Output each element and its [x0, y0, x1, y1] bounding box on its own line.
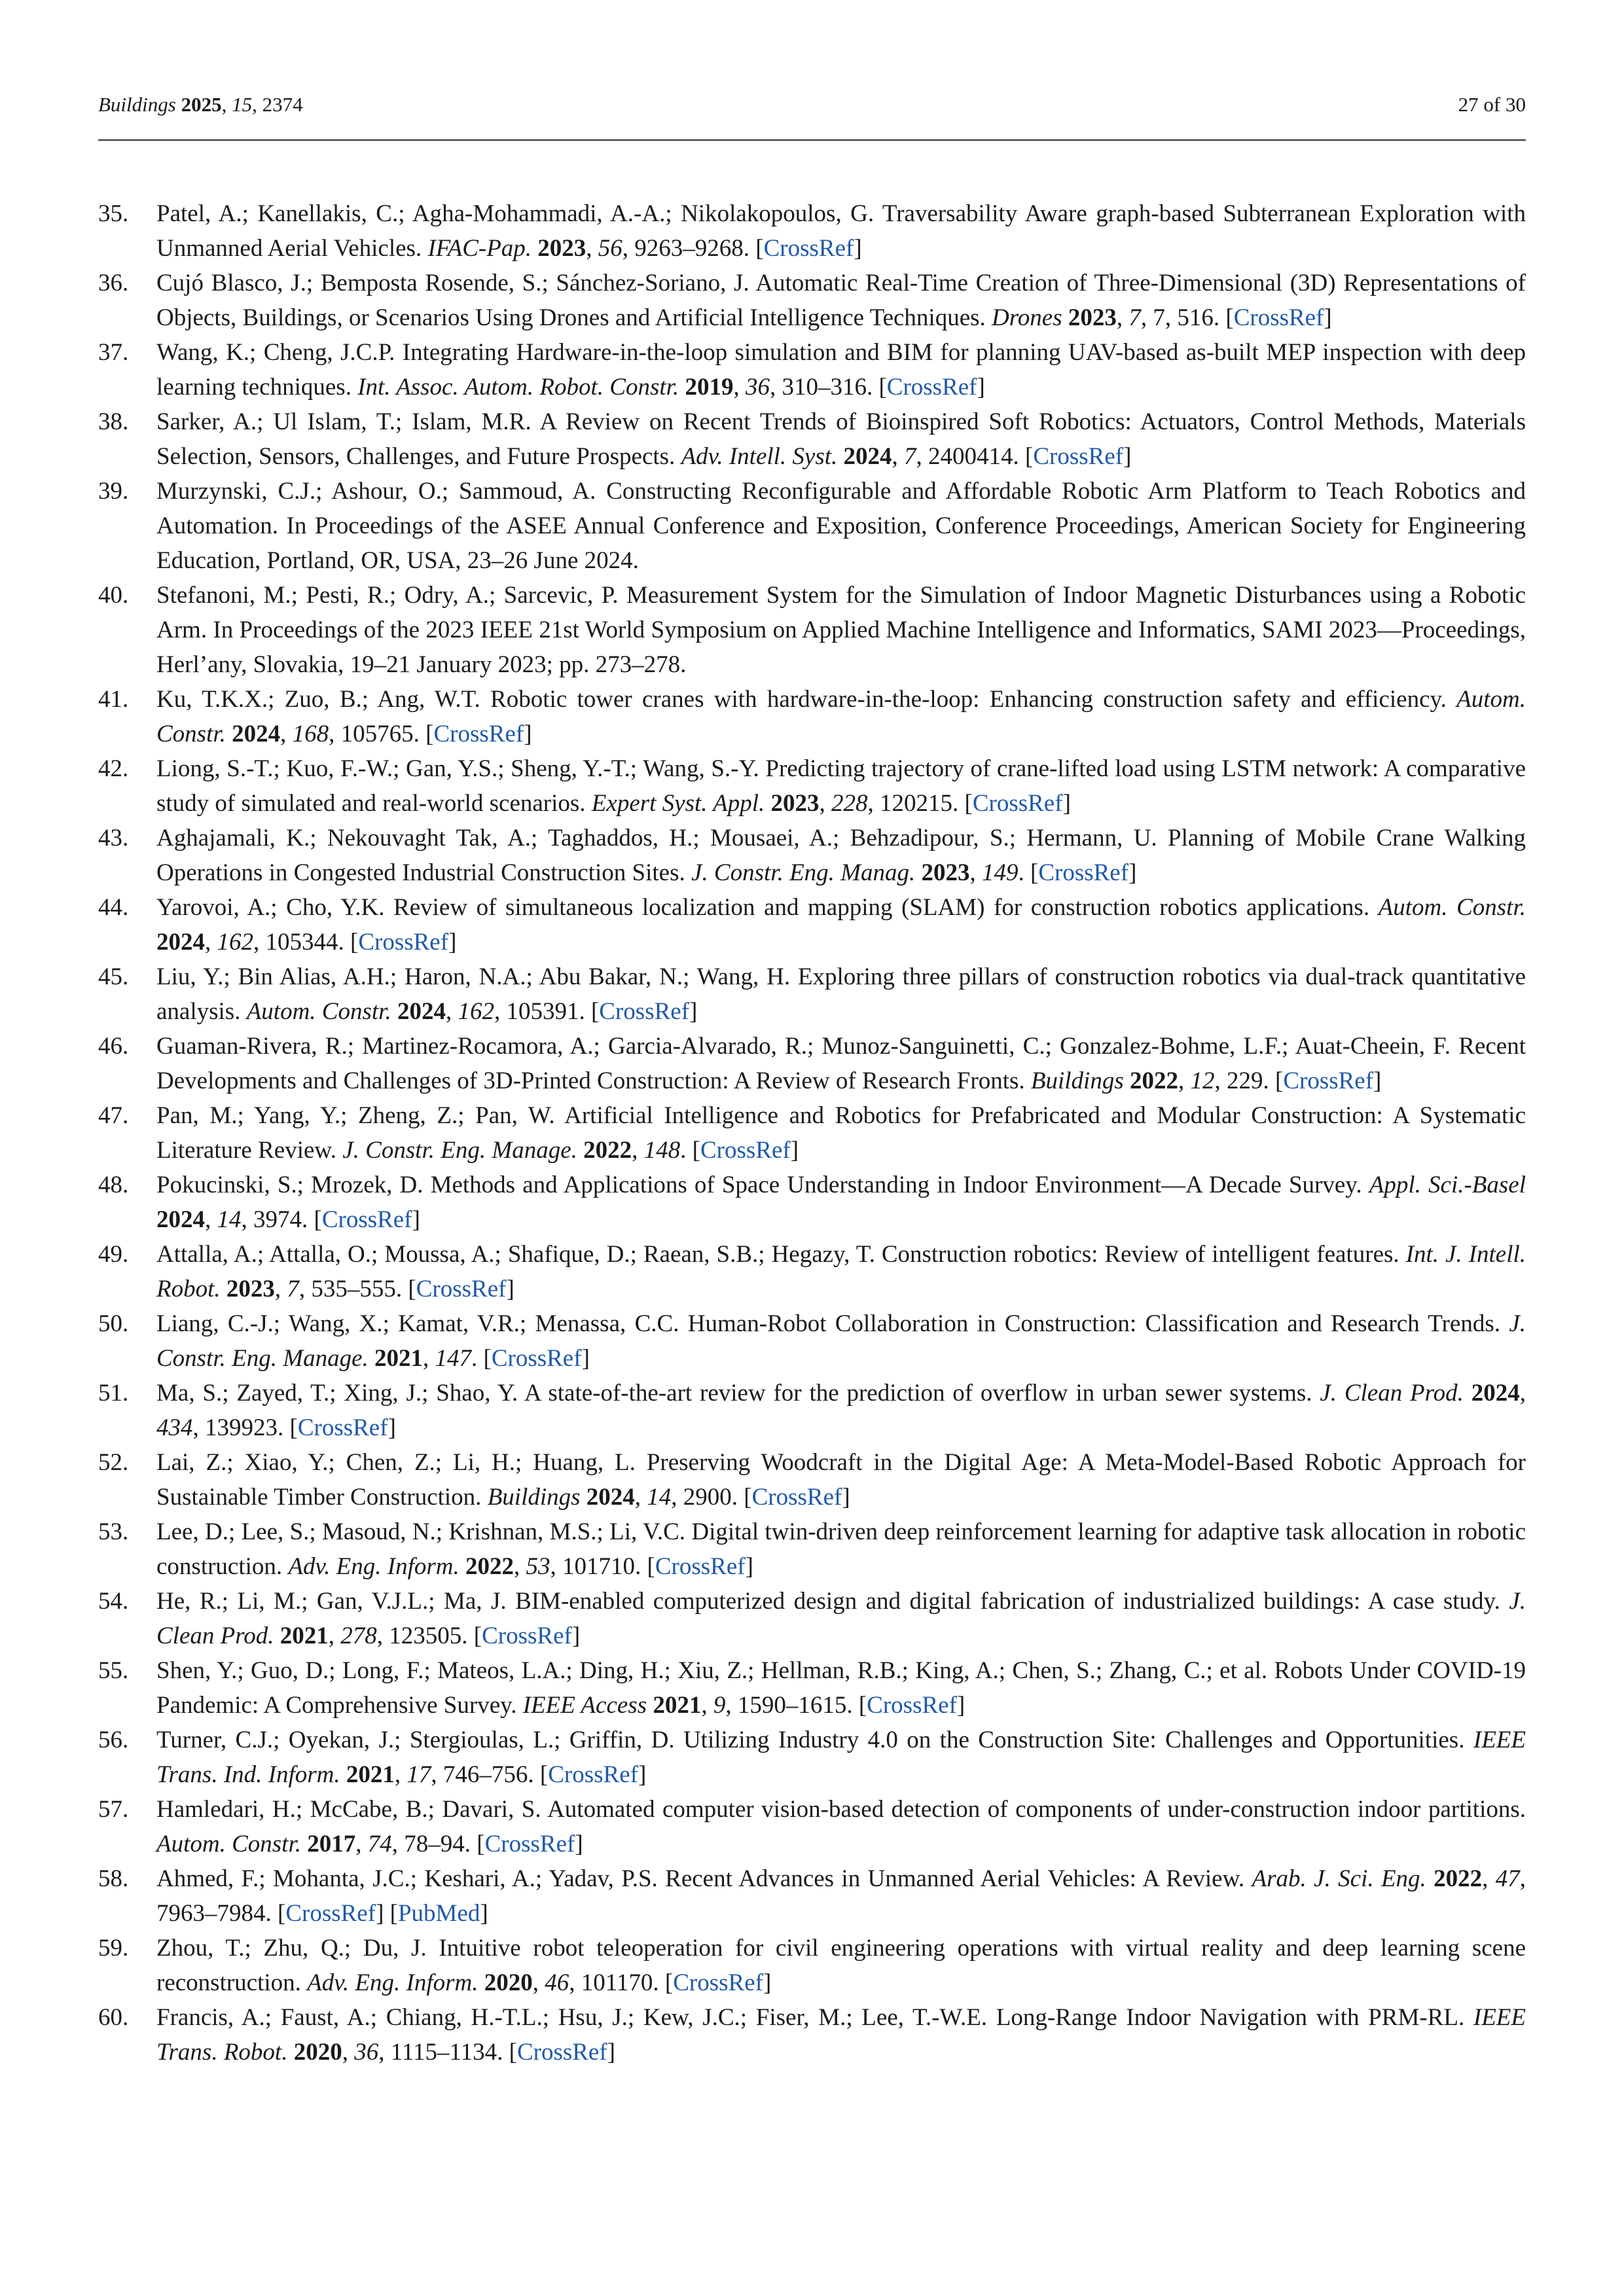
- reference-text: Lai, Z.; Xiao, Y.; Chen, Z.; Li, H.; Huang, L. Preserving Woodcraft in the Digital Age: A Meta-Model-Based Robotic Approach for Sustainable Timber Construction. Buildings 2024, 14, 2900. [CrossRef]: [156, 1449, 1526, 1511]
- reference-journal: IEEE Trans. Robot.: [156, 2004, 1526, 2066]
- reference-number: 53.: [98, 1518, 129, 1545]
- reference-authors-title: Pan, M.; Yang, Y.; Zheng, Z.; Pan, W. Artificial Intelligence and Robotics for Prefabricated and Modular Construction: A Systematic Literature Review.: [156, 1102, 1526, 1164]
- reference-number: 46.: [98, 1033, 129, 1060]
- reference-text: [156, 474, 1526, 578]
- reference-journal: Buildings: [1030, 1067, 1124, 1094]
- reference-item: [98, 1445, 1526, 1515]
- reference-text: Francis, A.; Faust, A.; Chiang, H.-T.L.; Hsu, J.; Kew, J.C.; Fiser, M.; Lee, T.-W.E. Long-Range Indoor Navigation with PRM-RL. IEEE Trans. Robot. 2020, 36, 1115–1134. [CrossRef]: [156, 2004, 1526, 2066]
- reference-number: 56.: [98, 1727, 129, 1753]
- reference-text: Turner, C.J.; Oyekan, J.; Stergioulas, L.; Griffin, D. Utilizing Industry 4.0 on the Construction Site: Challenges and Opportunities. IEEE Trans. Ind. Inform. 2021, 17, 746–756. [CrossRef]: [156, 1727, 1526, 1788]
- reference-journal: J. Constr. Eng. Manag.: [691, 859, 916, 886]
- reference-authors-title: Liang, C.-J.; Wang, X.; Kamat, V.R.; Menassa, C.C. Human-Robot Collaboration in Construction: Classification and Research Trends.: [156, 1310, 1500, 1337]
- reference-text: Guaman-Rivera, R.; Martinez-Rocamora, A.; Garcia-Alvarado, R.; Munoz-Sanguinetti, C.; Gonzalez-Bohme, L.F.; Auat-Cheein, F. Recent Developments and Challenges of 3D-Printed Construction: A Review of Research Fronts. Buildings 2022, 12, 229. [CrossRef]: [156, 1033, 1526, 1094]
- reference-year: 2023: [921, 859, 970, 886]
- reference-pages: , 2400414.: [916, 443, 1019, 470]
- reference-year: 2023: [537, 235, 586, 262]
- reference-number: 59.: [98, 1935, 129, 1962]
- reference-link-crossref[interactable]: CrossRef: [482, 1623, 572, 1649]
- reference-number: 58.: [98, 1865, 129, 1892]
- reference-authors-title: Cujó Blasco, J.; Bemposta Rosende, S.; Sánchez-Soriano, J. Automatic Real-Time Creation of Three-Dimensional (3D) Representations of Objects, Buildings, or Scenarios Using Drones and Artificial Intelligence Techniques.: [156, 270, 1526, 331]
- header-rule: [98, 139, 1526, 141]
- reference-text: Pokucinski, S.; Mrozek, D. Methods and Applications of Space Understanding in Indoor Environment—A Decade Survey. Appl. Sci.-Basel 2024, 14, 3974. [CrossRef]: [156, 1172, 1526, 1233]
- reference-number: 41.: [98, 686, 129, 713]
- reference-authors-title: Hamledari, H.; McCabe, B.; Davari, S. Automated computer vision-based detection of components of under-construction indoor partitions.: [156, 1796, 1526, 1823]
- reference-volume: 14: [217, 1206, 242, 1233]
- reference-item: [98, 1584, 1526, 1653]
- reference-authors-title: Lee, D.; Lee, S.; Masoud, N.; Krishnan, M.S.; Li, V.C. Digital twin-driven deep reinforcement learning for adaptive task allocation in robotic construction.: [156, 1518, 1526, 1580]
- reference-text: Sarker, A.; Ul Islam, T.; Islam, M.R. A Review on Recent Trends of Bioinspired Soft Robotics: Actuators, Control Methods, Materials Selection, Sensors, Challenges, and Future Prospects. Adv. Intell. Syst. 2024, 7, 2400414. [CrossRef]: [156, 408, 1526, 470]
- reference-number: 39.: [98, 478, 129, 505]
- reference-link-crossref[interactable]: CrossRef: [751, 1484, 842, 1511]
- reference-year: 2022: [583, 1137, 632, 1164]
- reference-link-crossref[interactable]: CrossRef: [700, 1137, 791, 1164]
- reference-text: Lee, D.; Lee, S.; Masoud, N.; Krishnan, M.S.; Li, V.C. Digital twin-driven deep reinforcement learning for adaptive task allocation in robotic construction. Adv. Eng. Inform. 2022, 53, 101710. [CrossRef]: [156, 1518, 1526, 1580]
- reference-authors-title: Liu, Y.; Bin Alias, A.H.; Haron, N.A.; Abu Bakar, N.; Wang, H. Exploring three pillars of construction robotics via dual-track quantitative analysis.: [156, 963, 1526, 1025]
- reference-text: Ahmed, F.; Mohanta, J.C.; Keshari, A.; Yadav, P.S. Recent Advances in Unmanned Aerial Vehicles: A Review. Arab. J. Sci. Eng. 2022, 47, 7963–7984. [CrossRef] [PubMed]: [156, 1865, 1526, 1927]
- reference-journal: Drones: [992, 304, 1062, 331]
- reference-volume: 148: [643, 1137, 681, 1164]
- reference-pages: .: [680, 1137, 687, 1164]
- reference-year: 2022: [465, 1553, 514, 1580]
- reference-link-crossref[interactable]: CrossRef: [599, 998, 690, 1025]
- reference-item: [98, 890, 1526, 960]
- reference-number: 54.: [98, 1588, 129, 1615]
- reference-authors-title: Ahmed, F.; Mohanta, J.C.; Keshari, A.; Yadav, P.S. Recent Advances in Unmanned Aerial Vehicles: A Review.: [156, 1865, 1245, 1892]
- reference-item: [98, 196, 1526, 266]
- reference-year: 2021: [346, 1761, 395, 1788]
- reference-link-crossref[interactable]: CrossRef: [1033, 443, 1124, 470]
- reference-year: 2019: [685, 374, 734, 401]
- reference-year: 2021: [280, 1623, 329, 1649]
- reference-text: Wang, K.; Cheng, J.C.P. Integrating Hardware-in-the-loop simulation and BIM for planning UAV-based as-built MEP inspection with deep learning techniques. Int. Assoc. Autom. Robot. Constr. 2019, 36, 310–316. [CrossRef]: [156, 339, 1526, 401]
- reference-pages: , 9263–9268.: [622, 235, 750, 262]
- reference-journal: Autom. Constr.: [156, 1831, 302, 1857]
- reference-text: Cujó Blasco, J.; Bemposta Rosende, S.; Sánchez-Soriano, J. Automatic Real-Time Creation of Three-Dimensional (3D) Representations of Objects, Buildings, or Scenarios Using Drones and Artificial Intelligence Techniques. Drones 2023, 7, 7, 516. [CrossRef]: [156, 270, 1526, 331]
- reference-item: [98, 1792, 1526, 1861]
- reference-number: 37.: [98, 339, 129, 366]
- reference-link-crossref[interactable]: CrossRef: [1038, 859, 1129, 886]
- reference-journal: J. Clean Prod.: [156, 1588, 1526, 1649]
- reference-link-crossref[interactable]: CrossRef: [516, 2039, 607, 2066]
- reference-number: 42.: [98, 755, 129, 782]
- reference-item: [98, 266, 1526, 335]
- reference-year: 2024: [1471, 1380, 1520, 1407]
- reference-year: 2022: [1129, 1067, 1178, 1094]
- reference-pages: , 78–94.: [391, 1831, 471, 1857]
- reference-pages: .: [471, 1345, 478, 1372]
- reference-text: Pan, M.; Yang, Y.; Zheng, Z.; Pan, W. Artificial Intelligence and Robotics for Prefabricated and Modular Construction: A Systematic Literature Review. J. Constr. Eng. Manage. 2022, 148. [CrossRef]: [156, 1102, 1526, 1164]
- reference-number: 40.: [98, 582, 129, 609]
- reference-item: [98, 1306, 1526, 1376]
- reference-authors-title: Zhou, T.; Zhu, Q.; Du, J. Intuitive robot teleoperation for civil engineering operations with virtual reality and deep learning scene reconstruction.: [156, 1935, 1526, 1996]
- reference-journal: J. Clean Prod.: [1320, 1380, 1464, 1407]
- reference-volume: 278: [340, 1623, 377, 1649]
- reference-pages: , 105344.: [253, 929, 344, 956]
- reference-number: 50.: [98, 1310, 129, 1337]
- reference-number: 36.: [98, 270, 129, 296]
- reference-number: 55.: [98, 1657, 129, 1684]
- reference-volume: 36: [354, 2039, 379, 2066]
- reference-link-crossref[interactable]: CrossRef: [321, 1206, 412, 1233]
- reference-text: Zhou, T.; Zhu, Q.; Du, J. Intuitive robot teleoperation for civil engineering operations with virtual reality and deep learning scene reconstruction. Adv. Eng. Inform. 2020, 46, 101170. [CrossRef]: [156, 1935, 1526, 1996]
- journal-volume: 15: [232, 93, 253, 116]
- reference-item: [98, 2000, 1526, 2070]
- reference-link-crossref[interactable]: CrossRef: [285, 1900, 376, 1927]
- reference-volume: 47: [1495, 1865, 1520, 1892]
- reference-authors-title: Murzynski, C.J.; Ashour, O.; Sammoud, A. Constructing Reconfigurable and Affordable Robotic Arm Platform to Teach Robotics and Automation. In Proceedings of the ASEE Annual Conference and Exposition, Conference Proceedings, American Society for Engineering Education, Portland, OR, USA, 23–26 June 2024.: [156, 478, 1526, 574]
- journal-name: Buildings: [98, 93, 176, 116]
- reference-journal: Int. Assoc. Autom. Robot. Constr.: [357, 374, 679, 401]
- reference-item: [98, 1098, 1526, 1168]
- reference-year: 2024: [843, 443, 892, 470]
- reference-link-crossref[interactable]: CrossRef: [484, 1831, 575, 1857]
- reference-year: 2021: [374, 1345, 423, 1372]
- reference-link-crossref[interactable]: CrossRef: [886, 374, 977, 401]
- reference-volume: 46: [545, 1969, 569, 1996]
- reference-authors-title: Francis, A.; Faust, A.; Chiang, H.-T.L.; Hsu, J.; Kew, J.C.; Fiser, M.; Lee, T.-W.E. Long-Range Indoor Navigation with PRM-RL.: [156, 2004, 1465, 2031]
- reference-authors-title: Guaman-Rivera, R.; Martinez-Rocamora, A.; Garcia-Alvarado, R.; Munoz-Sanguinetti, C.; Gonzalez-Bohme, L.F.; Auat-Cheein, F. Recent Developments and Challenges of 3D-Printed Construction: A Review of Research Fronts.: [156, 1033, 1526, 1094]
- reference-volume: 9: [713, 1692, 726, 1719]
- reference-pages: , 746–756.: [431, 1761, 534, 1788]
- reference-item: [98, 1931, 1526, 2000]
- reference-authors-title: Lai, Z.; Xiao, Y.; Chen, Z.; Li, H.; Huang, L. Preserving Woodcraft in the Digital Age: A Meta-Model-Based Robotic Approach for Sustainable Timber Construction.: [156, 1449, 1526, 1511]
- reference-year: 2023: [1068, 304, 1117, 331]
- reference-text: Ku, T.K.X.; Zuo, B.; Ang, W.T. Robotic tower cranes with hardware-in-the-loop: Enhancing construction safety and efficiency. Autom. Constr. 2024, 168, 105765. [CrossRef]: [156, 686, 1526, 747]
- reference-number: 43.: [98, 825, 129, 852]
- reference-text: Yarovoi, A.; Cho, Y.K. Review of simultaneous localization and mapping (SLAM) for construction robotics applications. Autom. Constr. 2024, 162, 105344. [CrossRef]: [156, 894, 1526, 956]
- reference-pages: , 139923.: [192, 1414, 284, 1441]
- reference-journal: J. Constr. Eng. Manage.: [156, 1310, 1526, 1372]
- reference-authors-title: Yarovoi, A.; Cho, Y.K. Review of simultaneous localization and mapping (SLAM) for construction robotics applications.: [156, 894, 1370, 921]
- reference-number: 60.: [98, 2004, 129, 2031]
- reference-year: 2024: [586, 1484, 635, 1511]
- reference-link-crossref[interactable]: CrossRef: [548, 1761, 638, 1788]
- reference-authors-title: Attalla, A.; Attalla, O.; Moussa, A.; Shafique, D.; Raean, S.B.; Hegazy, T. Construction robotics: Review of intelligent features.: [156, 1241, 1399, 1268]
- reference-link-crossref[interactable]: CrossRef: [433, 721, 524, 747]
- reference-pages: , 123505.: [376, 1623, 468, 1649]
- reference-item: [98, 682, 1526, 751]
- reference-pages: , 7963–7984.: [156, 1865, 1526, 1927]
- reference-authors-title: Patel, A.; Kanellakis, C.; Agha-Mohammadi, A.-A.; Nikolakopoulos, G. Traversability Aware graph-based Subterranean Exploration with Unmanned Aerial Vehicles.: [156, 200, 1526, 262]
- reference-link-crossref[interactable]: CrossRef: [491, 1345, 582, 1372]
- reference-authors-title: Pokucinski, S.; Mrozek, D. Methods and Applications of Space Understanding in Indoor Environment—A Decade Survey.: [156, 1172, 1362, 1198]
- reference-journal: J. Constr. Eng. Manage.: [342, 1137, 577, 1164]
- reference-journal: Expert Syst. Appl.: [591, 790, 765, 817]
- reference-authors-title: Turner, C.J.; Oyekan, J.; Stergioulas, L.; Griffin, D. Utilizing Industry 4.0 on the Construction Site: Challenges and Opportunities.: [156, 1727, 1465, 1753]
- reference-authors-title: Stefanoni, M.; Pesti, R.; Odry, A.; Sarcevic, P. Measurement System for the Simulation of Indoor Magnetic Disturbances using a Robotic Arm. In Proceedings of the 2023 IEEE 21st World Symposium on Applied Machine Intelligence and Informatics, SAMI 2023—Proceedings, Herl’any, Slovakia, 19–21 January 2023; pp. 273–278.: [156, 582, 1526, 678]
- reference-number: 52.: [98, 1449, 129, 1476]
- reference-volume: 149: [982, 859, 1019, 886]
- reference-volume: 228: [831, 790, 868, 817]
- reference-journal: IFAC-Pap.: [427, 235, 532, 262]
- reference-item: [98, 1723, 1526, 1792]
- reference-item: [98, 474, 1526, 578]
- reference-authors-title: Wang, K.; Cheng, J.C.P. Integrating Hardware-in-the-loop simulation and BIM for planning UAV-based as-built MEP inspection with deep learning techniques.: [156, 339, 1526, 401]
- reference-text: Liong, S.-T.; Kuo, F.-W.; Gan, Y.S.; Sheng, Y.-T.; Wang, S.-Y. Predicting trajectory of crane-lifted load using LSTM network: A comparative study of simulated and real-world scenarios. Expert Syst. Appl. 2023, 228, 120215. [CrossRef]: [156, 755, 1526, 817]
- reference-year: 2023: [226, 1276, 275, 1302]
- reference-volume: 17: [406, 1761, 431, 1788]
- reference-authors-title: Ma, S.; Zayed, T.; Xing, J.; Shao, Y. A state-of-the-art review for the prediction of overflow in urban sewer systems.: [156, 1380, 1312, 1407]
- reference-item: [98, 1376, 1526, 1445]
- reference-link-crossref[interactable]: CrossRef: [867, 1692, 957, 1719]
- reference-year: 2024: [397, 998, 446, 1025]
- reference-item: [98, 1861, 1526, 1931]
- reference-year: 2017: [307, 1831, 356, 1857]
- reference-link-crossref[interactable]: CrossRef: [358, 929, 449, 956]
- reference-authors-title: He, R.; Li, M.; Gan, V.J.L.; Ma, J. BIM-enabled computerized design and digital fabrication of industrialized buildings: A case study.: [156, 1588, 1500, 1615]
- reference-link-crossref[interactable]: CrossRef: [1233, 304, 1324, 331]
- reference-journal: Autom. Constr.: [156, 686, 1526, 747]
- reference-text: [156, 578, 1526, 682]
- reference-journal: Appl. Sci.-Basel: [1369, 1172, 1526, 1198]
- reference-volume: 147: [435, 1345, 471, 1372]
- reference-authors-title: Liong, S.-T.; Kuo, F.-W.; Gan, Y.S.; Sheng, Y.-T.; Wang, S.-Y. Predicting trajectory of crane-lifted load using LSTM network: A comparative study of simulated and real-world scenarios.: [156, 755, 1526, 817]
- reference-link-crossref[interactable]: CrossRef: [673, 1969, 763, 1996]
- reference-item: [98, 1029, 1526, 1098]
- reference-link-crossref[interactable]: CrossRef: [297, 1414, 388, 1441]
- reference-journal: Int. J. Intell. Robot.: [156, 1241, 1526, 1302]
- page-number: 27 of 30: [1458, 93, 1526, 116]
- reference-journal: Adv. Intell. Syst.: [681, 443, 838, 470]
- running-head: Buildings 2025, 15, 2374: [98, 93, 303, 116]
- reference-text: Liang, C.-J.; Wang, X.; Kamat, V.R.; Menassa, C.C. Human-Robot Collaboration in Construction: Classification and Research Trends. J. Constr. Eng. Manage. 2021, 147. [CrossRef]: [156, 1310, 1526, 1372]
- reference-text: Aghajamali, K.; Nekouvaght Tak, A.; Taghaddos, H.; Mousaei, A.; Behzadipour, S.; Hermann, U. Planning of Mobile Crane Walking Operations in Congested Industrial Construction Sites. J. Constr. Eng. Manag. 2023, 149. [CrossRef]: [156, 825, 1526, 886]
- reference-number: 57.: [98, 1796, 129, 1823]
- reference-link-crossref[interactable]: CrossRef: [763, 235, 854, 262]
- reference-item: [98, 1653, 1526, 1723]
- reference-pages: , 1590–1615.: [725, 1692, 853, 1719]
- reference-year: 2024: [156, 1206, 205, 1233]
- reference-authors-title: Aghajamali, K.; Nekouvaght Tak, A.; Taghaddos, H.; Mousaei, A.; Behzadipour, S.; Hermann, U. Planning of Mobile Crane Walking Operations in Congested Industrial Construction Sites.: [156, 825, 1526, 886]
- reference-year: 2021: [653, 1692, 702, 1719]
- reference-link-crossref[interactable]: CrossRef: [416, 1276, 507, 1302]
- reference-authors-title: Ku, T.K.X.; Zuo, B.; Ang, W.T. Robotic tower cranes with hardware-in-the-loop: Enhancing construction safety and efficiency.: [156, 686, 1447, 713]
- reference-journal: Autom. Constr.: [1378, 894, 1526, 921]
- reference-item: [98, 335, 1526, 404]
- reference-volume: 434: [156, 1414, 193, 1441]
- reference-text: He, R.; Li, M.; Gan, V.J.L.; Ma, J. BIM-enabled computerized design and digital fabrication of industrialized buildings: A case study. J. Clean Prod. 2021, 278, 123505. [CrossRef]: [156, 1588, 1526, 1649]
- reference-number: 38.: [98, 408, 129, 435]
- reference-volume: 53: [526, 1553, 550, 1580]
- reference-volume: 168: [292, 721, 329, 747]
- reference-text: Hamledari, H.; McCabe, B.; Davari, S. Automated computer vision-based detection of components of under-construction indoor partitions. Autom. Constr. 2017, 74, 78–94. [CrossRef]: [156, 1796, 1526, 1857]
- reference-item: [98, 578, 1526, 682]
- reference-volume: 7: [287, 1276, 299, 1302]
- reference-item: [98, 1168, 1526, 1237]
- reference-number: 47.: [98, 1102, 129, 1129]
- reference-text: Patel, A.; Kanellakis, C.; Agha-Mohammadi, A.-A.; Nikolakopoulos, G. Traversability Aware graph-based Subterranean Exploration with Unmanned Aerial Vehicles. IFAC-Pap. 2023, 56, 9263–9268. [CrossRef]: [156, 200, 1526, 262]
- reference-pages: , 2900.: [671, 1484, 738, 1511]
- reference-volume: 36: [745, 374, 770, 401]
- reference-number: 44.: [98, 894, 129, 921]
- reference-pages: , 105391.: [494, 998, 585, 1025]
- reference-number: 48.: [98, 1172, 129, 1198]
- reference-item: [98, 1515, 1526, 1584]
- reference-journal: IEEE Access: [522, 1692, 647, 1719]
- reference-pages: , 101710.: [550, 1553, 641, 1580]
- reference-item: [98, 404, 1526, 474]
- reference-pages: , 105765.: [329, 721, 420, 747]
- reference-volume: 162: [217, 929, 253, 956]
- reference-volume: 12: [1190, 1067, 1215, 1094]
- reference-pages: , 101170.: [569, 1969, 659, 1996]
- reference-text: Liu, Y.; Bin Alias, A.H.; Haron, N.A.; Abu Bakar, N.; Wang, H. Exploring three pillars of construction robotics via dual-track quantitative analysis. Autom. Constr. 2024, 162, 105391. [CrossRef]: [156, 963, 1526, 1025]
- reference-journal: IEEE Trans. Ind. Inform.: [156, 1727, 1526, 1788]
- reference-pages: .: [1018, 859, 1024, 886]
- reference-journal: Adv. Eng. Inform.: [307, 1969, 478, 1996]
- reference-text: Ma, S.; Zayed, T.; Xing, J.; Shao, Y. A state-of-the-art review for the prediction of overflow in urban sewer systems. J. Clean Prod. 2024, 434, 139923. [CrossRef]: [156, 1380, 1526, 1441]
- reference-text: Attalla, A.; Attalla, O.; Moussa, A.; Shafique, D.; Raean, S.B.; Hegazy, T. Construction robotics: Review of intelligent features. Int. J. Intell. Robot. 2023, 7, 535–555. [CrossRef]: [156, 1241, 1526, 1302]
- reference-number: 49.: [98, 1241, 129, 1268]
- reference-number: 35.: [98, 200, 129, 227]
- reference-year: 2024: [232, 721, 281, 747]
- reference-item: [98, 960, 1526, 1029]
- reference-item: [98, 1237, 1526, 1306]
- reference-text: Shen, Y.; Guo, D.; Long, F.; Mateos, L.A.; Ding, H.; Xiu, Z.; Hellman, R.B.; King, A.; Chen, S.; Zhang, C.; et al. Robots Under COVID-19 Pandemic: A Comprehensive Survey. IEEE Access 2021, 9, 1590–1615. [CrossRef]: [156, 1657, 1526, 1719]
- reference-pages: , 1115–1134.: [378, 2039, 503, 2066]
- reference-pages: , 120215.: [867, 790, 959, 817]
- reference-volume: 14: [647, 1484, 672, 1511]
- reference-authors-title: Sarker, A.; Ul Islam, T.; Islam, M.R. A Review on Recent Trends of Bioinspired Soft Robotics: Actuators, Control Methods, Materials Selection, Sensors, Challenges, and Future Prospects.: [156, 408, 1526, 470]
- reference-link-crossref[interactable]: CrossRef: [972, 790, 1063, 817]
- reference-year: 2022: [1434, 1865, 1483, 1892]
- reference-volume: 56: [598, 235, 623, 262]
- reference-number: 51.: [98, 1380, 129, 1407]
- reference-volume: 7: [904, 443, 916, 470]
- reference-volume: 74: [367, 1831, 392, 1857]
- reference-item: [98, 821, 1526, 890]
- article-number: 2374: [262, 93, 303, 116]
- reference-list: [98, 196, 1526, 2070]
- reference-pages: , 535–555.: [298, 1276, 403, 1302]
- reference-item: [98, 751, 1526, 821]
- reference-link-crossref[interactable]: CrossRef: [655, 1553, 746, 1580]
- reference-pages: , 229.: [1214, 1067, 1269, 1094]
- reference-journal: Buildings: [487, 1484, 581, 1511]
- reference-link-crossref[interactable]: CrossRef: [1283, 1067, 1374, 1094]
- reference-year: 2024: [156, 929, 205, 956]
- reference-volume: 162: [458, 998, 494, 1025]
- reference-authors-title: Shen, Y.; Guo, D.; Long, F.; Mateos, L.A.; Ding, H.; Xiu, Z.; Hellman, R.B.; King, A.; Chen, S.; Zhang, C.; et al. Robots Under COVID-19 Pandemic: A Comprehensive Survey.: [156, 1657, 1526, 1719]
- reference-pages: , 3974.: [241, 1206, 308, 1233]
- reference-link-pubmed[interactable]: PubMed: [397, 1900, 480, 1927]
- reference-number: 45.: [98, 963, 129, 990]
- journal-year: 2025: [181, 93, 222, 116]
- reference-year: 2020: [484, 1969, 533, 1996]
- reference-journal: Autom. Constr.: [246, 998, 391, 1025]
- reference-pages: , 310–316.: [769, 374, 873, 401]
- reference-journal: Adv. Eng. Inform.: [288, 1553, 460, 1580]
- reference-journal: Arab. J. Sci. Eng.: [1252, 1865, 1426, 1892]
- reference-volume: 7: [1128, 304, 1141, 331]
- reference-year: 2020: [293, 2039, 342, 2066]
- reference-pages: , 7, 516.: [1140, 304, 1220, 331]
- reference-year: 2023: [770, 790, 820, 817]
